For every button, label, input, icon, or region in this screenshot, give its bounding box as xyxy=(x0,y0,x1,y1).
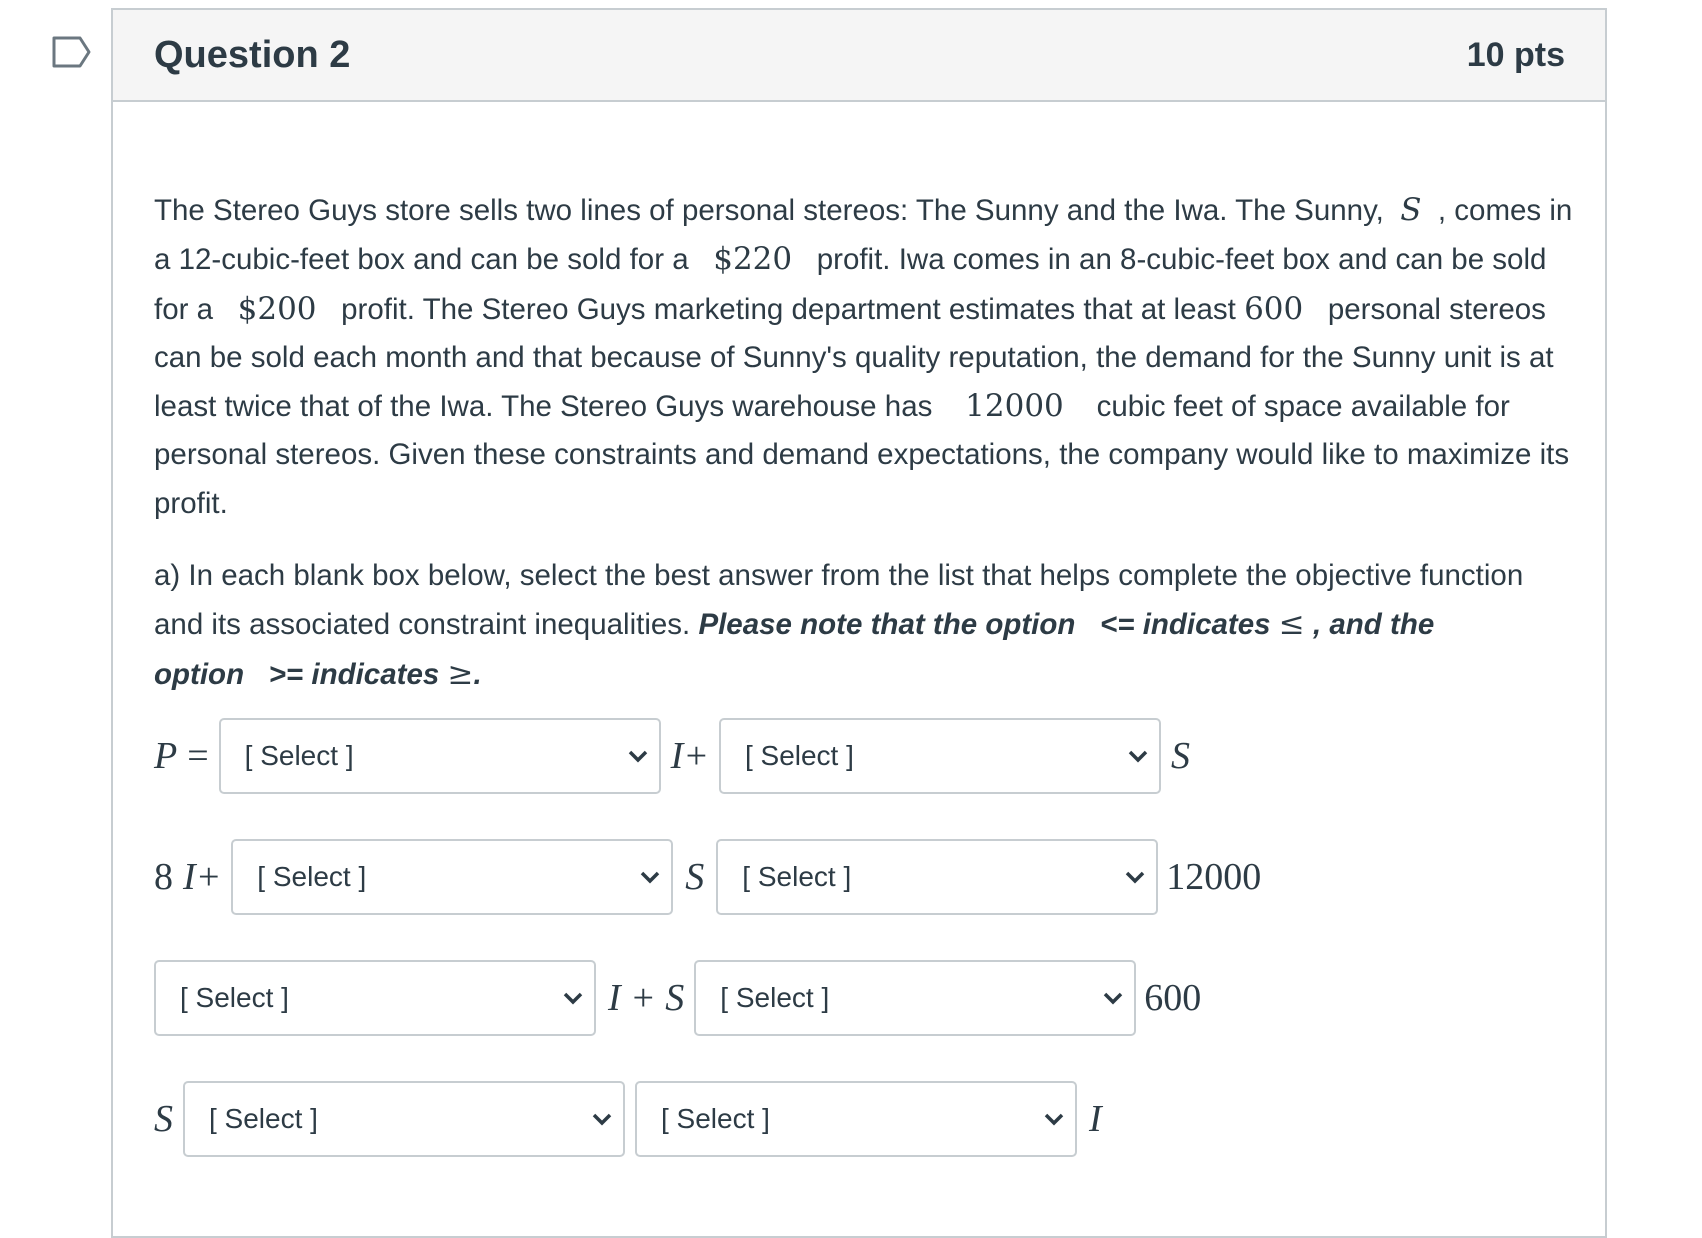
ratio-coef-select[interactable]: [ Select ] xyxy=(635,1081,1077,1157)
question-header xyxy=(113,10,1605,102)
question-points: 10 pts xyxy=(1466,35,1565,74)
objective-coef-i-select[interactable]: [ Select ] xyxy=(219,718,661,794)
chevron-down-icon xyxy=(1124,870,1146,884)
bookmark-flag-icon[interactable] xyxy=(52,36,92,68)
chevron-down-icon xyxy=(1102,991,1124,1005)
price-iwa: $200 xyxy=(237,290,317,327)
var-s: S xyxy=(1400,192,1422,228)
question-title: Question 2 xyxy=(154,33,351,76)
instructions: a) In each blank box below, select the best answer from the list that helps complete the objective function and its associated constraint inequalities. Please note that the option <= indicates ≤ , and the option >= indicates ≥. xyxy=(154,559,1524,692)
chevron-down-icon xyxy=(1043,1112,1065,1126)
objective-function-row: P = [ Select ] I+ [ Select ] S xyxy=(154,718,1190,794)
chevron-down-icon xyxy=(562,991,584,1005)
chevron-down-icon xyxy=(591,1112,613,1126)
chevron-down-icon xyxy=(627,749,649,763)
space-constraint-row: 8 I+ [ Select ] S [ Select ] 12000 xyxy=(154,839,1261,915)
min-units: 600 xyxy=(1244,290,1304,327)
price-sunny: $220 xyxy=(713,241,793,278)
chevron-down-icon xyxy=(639,870,661,884)
warehouse-space: 12000 xyxy=(965,388,1064,425)
demand-coef-select[interactable]: [ Select ] xyxy=(154,960,596,1036)
problem-statement: The Stereo Guys store sells two lines of personal stereos: The Sunny and the Iwa. The Sunny, S , comes in a 12-cubic-feet box and can be sold for a $220 profit. Iwa comes in an 8-cubic-feet box and can be sold for a $200 profit. The Stereo Guys marketing department estimates that at least 600 personal stereos can be sold each month and that because of Sunny's quality reputation, the demand for the Sunny unit is at least twice that of the Iwa. The Stereo Guys warehouse has 12000 cubic feet of space available for personal stereos. Given these constraints and demand expectations, the company would like to maximize its profit. xyxy=(154,192,1573,520)
question-card xyxy=(111,8,1607,1238)
chevron-down-icon xyxy=(1127,749,1149,763)
space-operator-select[interactable]: [ Select ] xyxy=(716,839,1158,915)
demand-operator-select[interactable]: [ Select ] xyxy=(694,960,1136,1036)
demand-constraint-row: [ Select ] I + S [ Select ] 600 xyxy=(154,960,1201,1036)
ratio-constraint-row: S [ Select ] [ Select ] I xyxy=(154,1081,1102,1157)
ratio-operator-select[interactable]: [ Select ] xyxy=(183,1081,625,1157)
space-coef-s-select[interactable]: [ Select ] xyxy=(231,839,673,915)
objective-coef-s-select[interactable]: [ Select ] xyxy=(719,718,1161,794)
operator-note: Please note that the option <= indicates ≤ , and the option >= indicates ≥. xyxy=(154,606,1435,692)
question-body xyxy=(113,102,1605,699)
